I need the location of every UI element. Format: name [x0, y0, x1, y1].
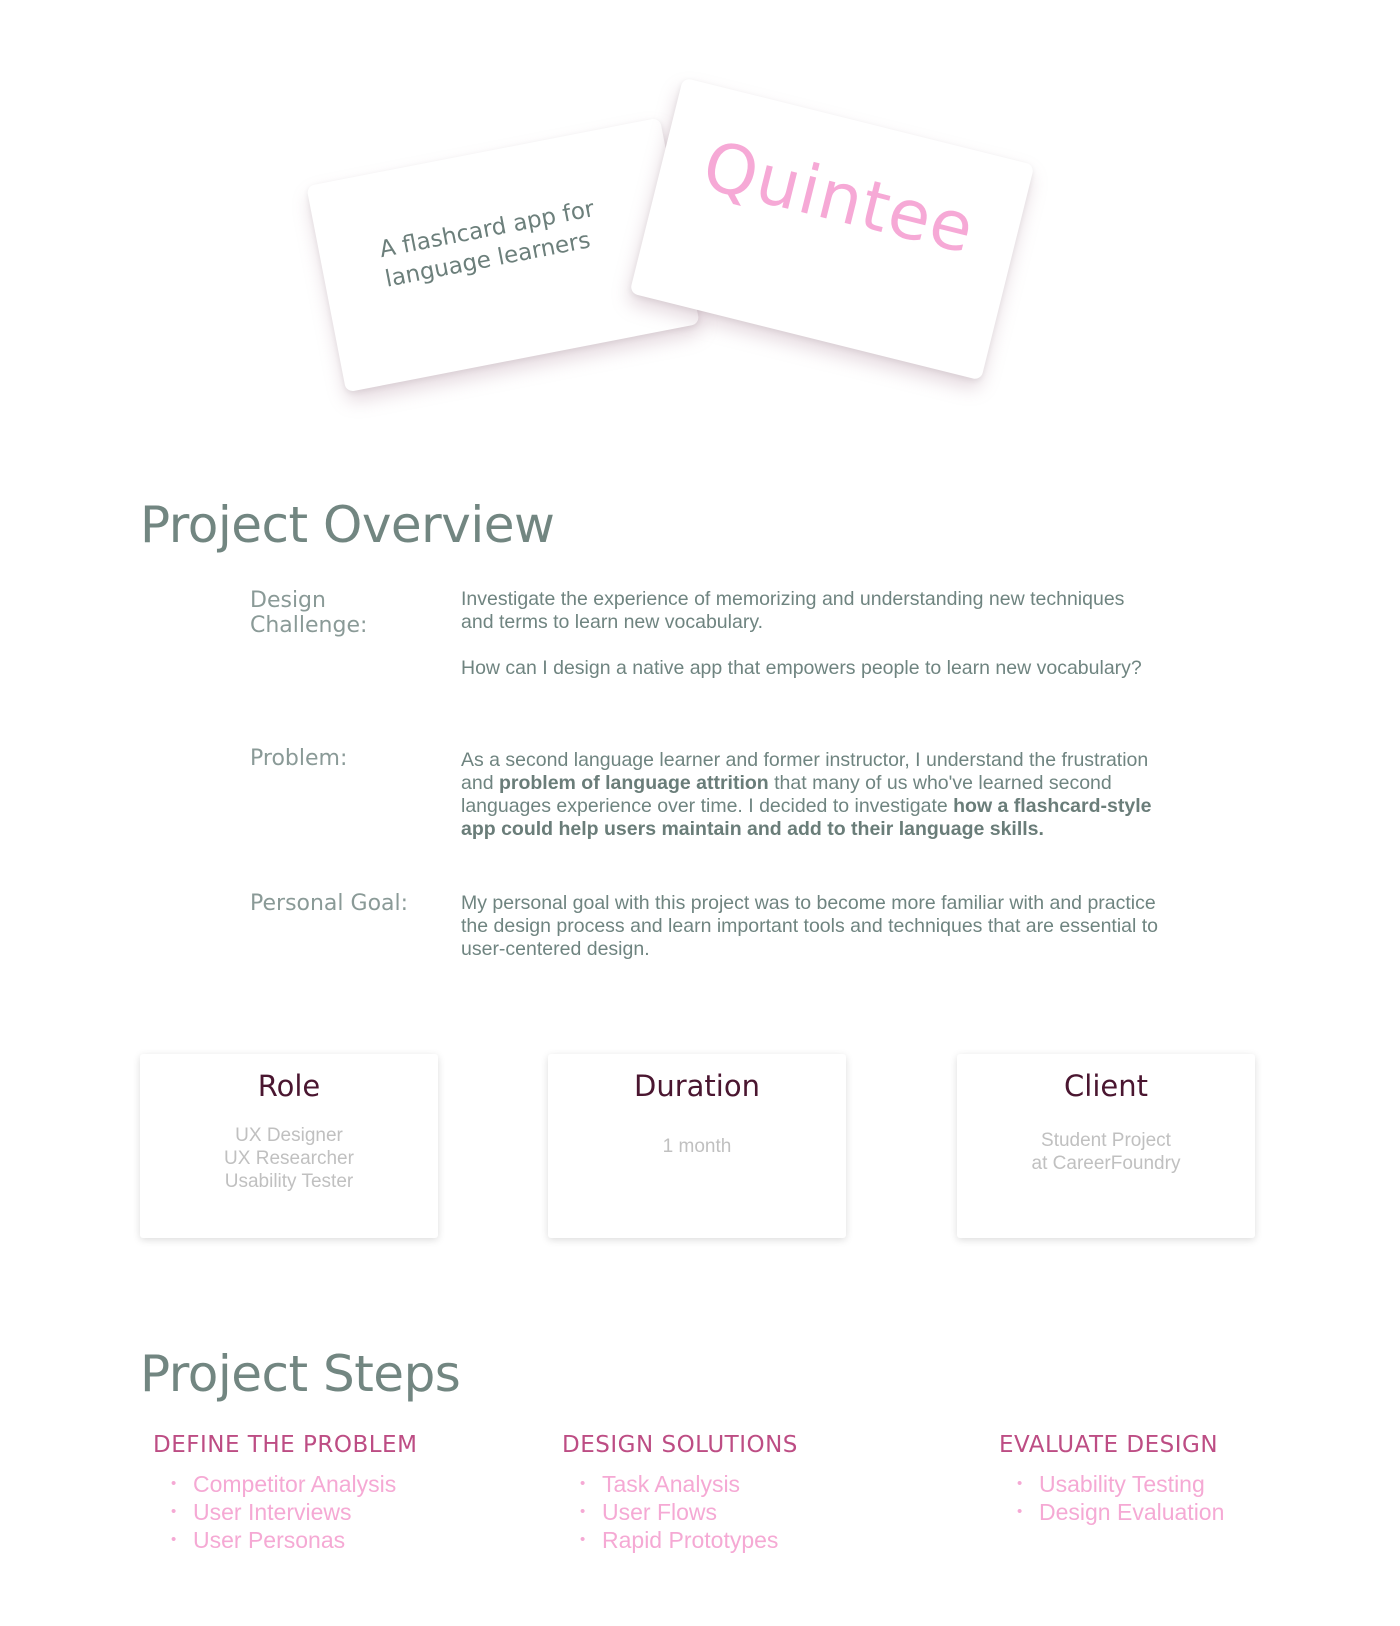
- step-heading-evaluate: EVALUATE DESIGN: [999, 1432, 1219, 1458]
- list-item-label: User Flows: [602, 1499, 718, 1525]
- problem-text-bold2: how a flashcard-style app could help users maintain and add to their language skills.: [461, 795, 1152, 840]
- duration-line: 1 month: [662, 1136, 732, 1157]
- list-item: [171, 1526, 417, 1554]
- design-challenge-text: Investigate the experience of memorizing and understanding new techniques and terms to learn new vocabulary.: [461, 588, 1125, 633]
- list-item: [171, 1498, 417, 1526]
- step-heading-define: DEFINE THE PROBLEM: [153, 1432, 418, 1458]
- personal-goal-label: Personal Goal:: [250, 891, 409, 916]
- role-box: [140, 1054, 438, 1238]
- client-title: Client: [1064, 1069, 1148, 1103]
- list-item-label: User Interviews: [193, 1499, 352, 1525]
- bullet-icon: •: [171, 1475, 177, 1492]
- design-challenge-label: Design Challenge:: [250, 588, 368, 638]
- hero-flashcards: [0, 0, 1400, 460]
- bullet-icon: •: [1017, 1475, 1023, 1492]
- problem-text: [461, 749, 1161, 841]
- problem-label: Problem:: [250, 746, 348, 771]
- list-item-label: Competitor Analysis: [193, 1471, 397, 1497]
- problem-text-part2: that many of us who've learned second languages experience over time. I decided to investigate: [461, 772, 1112, 817]
- list-item-label: Design Evaluation: [1039, 1499, 1225, 1525]
- duration-title: Duration: [634, 1069, 760, 1103]
- client-lines: [957, 1129, 1255, 1175]
- list-item-label: Usability Testing: [1039, 1471, 1205, 1497]
- step-list-evaluate: [999, 1470, 1224, 1526]
- step-list-define: [153, 1470, 417, 1554]
- step-column-define: [153, 1432, 417, 1554]
- project-overview-title: Project Overview: [140, 496, 555, 554]
- brand-logo-text: Quintee: [695, 126, 983, 270]
- brand-card: [630, 78, 1035, 381]
- step-column-evaluate: [999, 1432, 1224, 1526]
- list-item: [580, 1470, 798, 1498]
- list-item-label: Task Analysis: [602, 1471, 741, 1497]
- list-item: [1017, 1498, 1224, 1526]
- role-lines: [140, 1124, 438, 1193]
- list-item: [1017, 1470, 1224, 1498]
- bullet-icon: •: [1017, 1503, 1023, 1520]
- list-item-label: Rapid Prototypes: [602, 1527, 779, 1553]
- step-heading-design: DESIGN SOLUTIONS: [562, 1432, 798, 1458]
- list-item: [580, 1526, 798, 1554]
- problem-text-bold1: problem of language attrition: [498, 772, 769, 794]
- step-list-design: [562, 1470, 798, 1554]
- role-title: Role: [257, 1069, 321, 1103]
- list-item: [171, 1470, 417, 1498]
- project-steps-title: Project Steps: [140, 1345, 461, 1403]
- client-line: Student Project: [1041, 1130, 1171, 1151]
- duration-box: [548, 1054, 846, 1238]
- client-box: [957, 1054, 1255, 1238]
- bullet-icon: •: [171, 1503, 177, 1520]
- bullet-icon: •: [580, 1503, 586, 1520]
- role-line: Usability Tester: [224, 1171, 354, 1192]
- design-challenge-question: How can I design a native app that empowers people to learn new vocabulary?: [461, 657, 1142, 679]
- tagline-text: A flashcard app for language learners: [377, 196, 597, 293]
- bullet-icon: •: [580, 1531, 586, 1548]
- personal-goal-text: My personal goal with this project was to become more familiar with and practice the design process and learn important tools and techniques that are essential to user-centered design.: [461, 892, 1159, 960]
- duration-lines: [548, 1135, 846, 1158]
- step-column-design: [562, 1432, 798, 1554]
- list-item: [580, 1498, 798, 1526]
- bullet-icon: •: [171, 1531, 177, 1548]
- role-line: UX Designer: [235, 1125, 343, 1146]
- problem-text-part1: As a second language learner and former instructor, I understand the frustration and: [461, 749, 1149, 794]
- list-item-label: User Personas: [193, 1527, 346, 1553]
- bullet-icon: •: [580, 1475, 586, 1492]
- role-line: UX Researcher: [224, 1148, 354, 1169]
- client-line: at CareerFoundry: [1031, 1153, 1181, 1174]
